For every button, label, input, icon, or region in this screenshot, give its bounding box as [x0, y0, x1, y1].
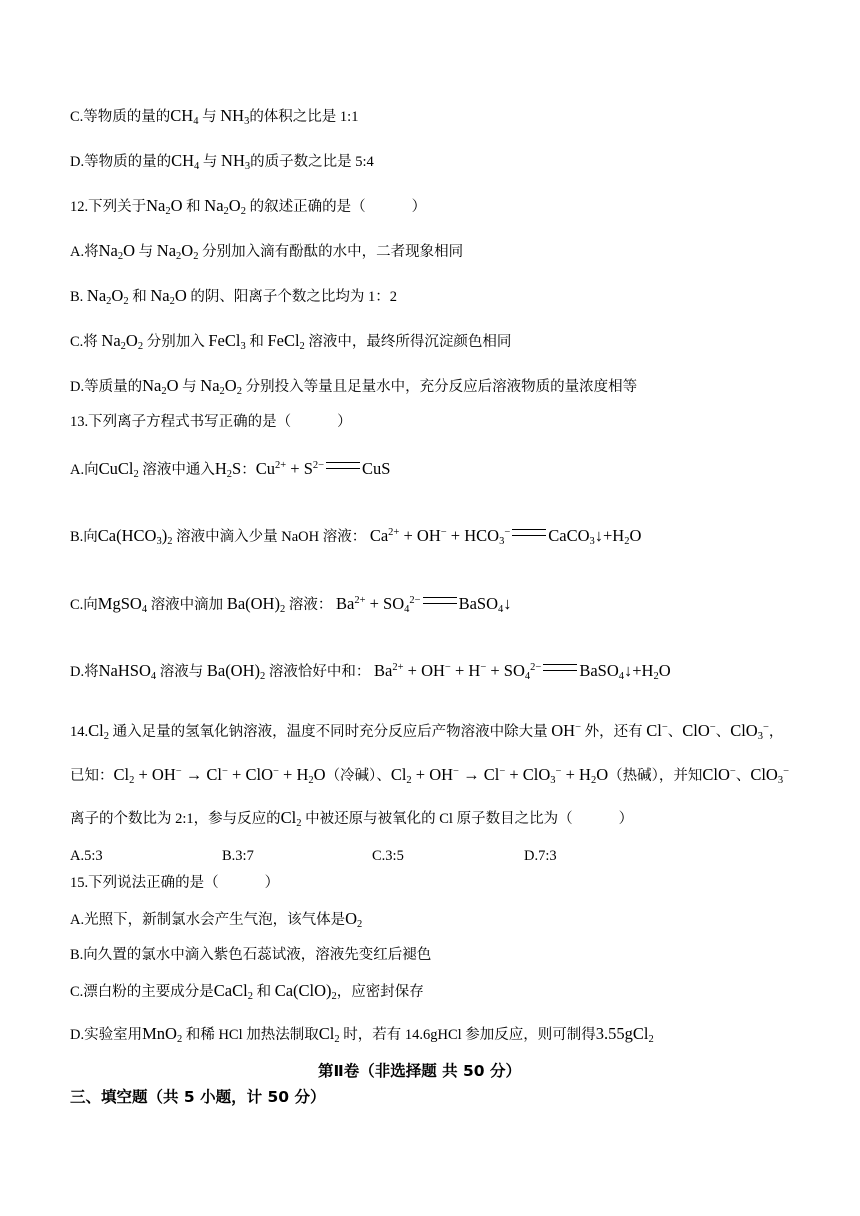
q14-stem-line-2: 已知：$Cl_2 + OH^- \to Cl^- + ClO^- + H_2O$（冷碱）、$Cl_2 + OH^- \to Cl^- + ClO_3^- + H_2O$（热碱），并知ClO−、ClO$_3$−: [70, 765, 789, 786]
q15-option-a: A.光照下，新制氯水会产生气泡，该气体是$O_2$: [70, 909, 363, 930]
q14-stem-line-3: 离子的个数比为 2:1，参与反应的$Cl_2$ 中被还原与被氧化的 Cl 原子数目之比为（ ）: [70, 808, 634, 829]
q14-option-d: D.7:3: [524, 848, 557, 864]
q11-option-c: C.等物质的量的$CH_4$ 与 $NH_3$的体积之比是 1:1: [70, 106, 359, 127]
section-title: 第Ⅱ卷（非选择题 共 50 分）: [318, 1062, 521, 1080]
q14-stem-line-1: $14.Cl_2$ 通入足量的氢氧化钠溶液，温度不同时充分反应后产物溶液中除大量 OH− 外，还有 Cl−、ClO−、ClO$_3$−，: [70, 721, 784, 742]
q14-option-c: C.3:5: [372, 848, 404, 864]
q12-option-b: B. $Na_2O_2$ 和 $Na_2O$ 的阴、阳离子个数之比均为 1：2: [70, 286, 398, 307]
q13-option-a: A.向CuCl$_2$ 溶液中通入$H_2S$：$Cu^{2+} + S^{2-}$ CuS: [70, 459, 391, 480]
q15-stem: 15.下列说法正确的是（ ）: [70, 875, 280, 891]
q13-stem: 13.下列离子方程式书写正确的是（ ）: [70, 414, 352, 430]
part-heading: 三、填空题（共 5 小题，计 50 分）: [70, 1088, 326, 1106]
q14-option-b: B.3:7: [222, 848, 254, 864]
q12-stem: 12.下列关于$Na_2O$ 和 $Na_2O_2$ 的叙述正确的是（ ）: [70, 196, 427, 217]
q15-option-c: C.漂白粉的主要成分是CaCl$_2$ 和 $Ca(ClO)_2$，应密封保存: [70, 981, 424, 1002]
q13-option-b: B.向$Ca(HCO_3)_2$ 溶液中滴入少量 NaOH 溶液： $Ca^{2+} + OH^- + HCO_3^-$ $CaCO_3↓+H_2O$: [70, 526, 642, 547]
q13-option-c: C.向MgSO$_4$ 溶液中滴加 $Ba(OH)_2$ 溶液： $Ba^{2+} + SO_4^{2-}$ BaSO$_4$↓: [70, 594, 512, 615]
q12-option-c: C.将 $Na_2O_2$ 分别加入 FeCl$_3$ 和 FeCl$_2$ 溶液中，最终所得沉淀颜色相同: [70, 331, 512, 352]
q15-option-d: D.实验室用MnO$_2$ 和稀 HCl 加热法制取$Cl_2$ 时，若有 14.6gHCl 参加反应，则可制得3.55gCl$_2$: [70, 1024, 654, 1045]
q11-option-d: D.等物质的量的$CH_4$ 与 $NH_3$的质子数之比是 5:4: [70, 151, 374, 172]
q12-option-d: D.等质量的$Na_2O$ 与 $Na_2O_2$ 分别投入等量且足量水中，充分反应后溶液物质的量浓度相等: [70, 376, 638, 397]
q13-option-d: D.将NaHSO$_4$ 溶液与 $Ba(OH)_2$ 溶液恰好中和： $Ba^{2+} + OH^- + H^- + SO_4^{2-}$ $BaSO_4↓+H_2O$: [70, 661, 671, 682]
q14-option-a: A.5:3: [70, 848, 103, 864]
q12-option-a: A.将$Na_2O$ 与 $Na_2O_2$ 分别加入滴有酚酞的水中，二者现象相同: [70, 241, 464, 262]
q15-option-b: B.向久置的氯水中滴入紫色石蕊试液，溶液先变红后褪色: [70, 947, 432, 963]
